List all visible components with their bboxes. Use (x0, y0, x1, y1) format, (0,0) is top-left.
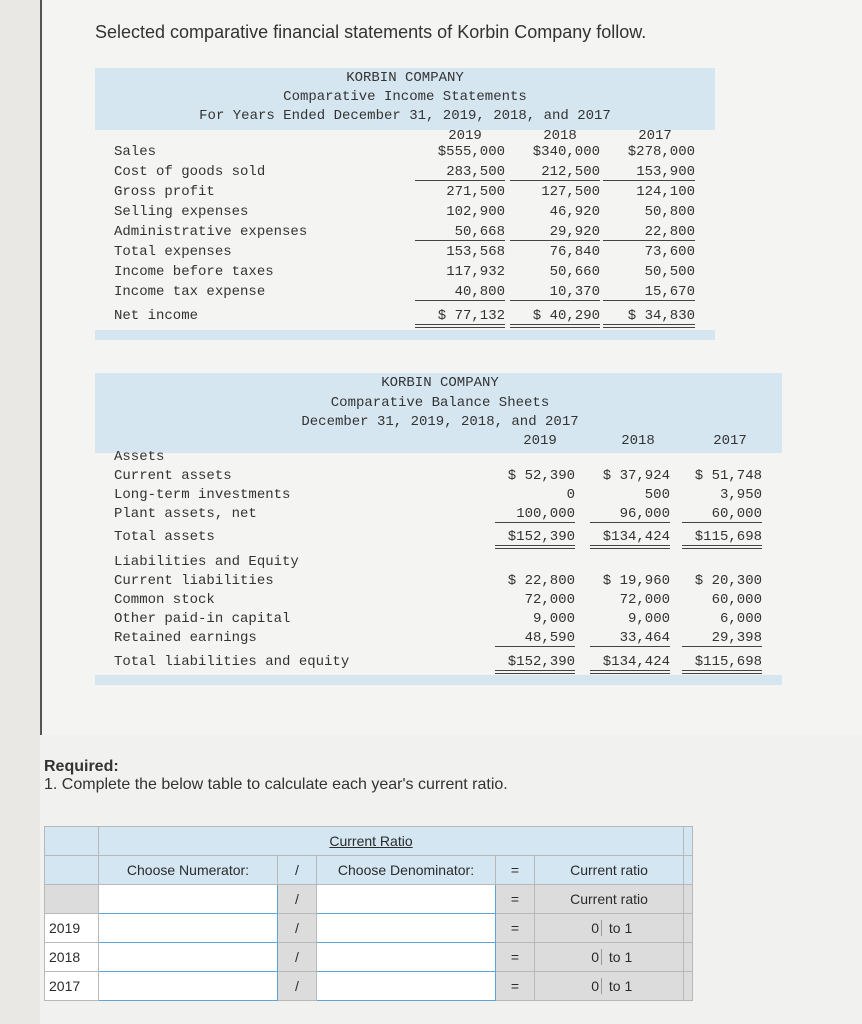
income-row-label: Income tax expense (114, 284, 266, 300)
numerator-input-2019[interactable] (99, 914, 278, 943)
slash: / (278, 972, 317, 1001)
result-header: Current ratio (535, 856, 684, 885)
required-heading: Required: (44, 758, 119, 775)
balance-title-statement: Comparative Balance Sheets (330, 395, 550, 411)
ratio-suffix: to 1 (608, 978, 633, 994)
balance-title-date: December 31, 2019, 2018, and 2017 (301, 414, 579, 430)
equals-header: = (496, 856, 535, 885)
balance-value: $152,390 (495, 654, 575, 674)
balance-value: 72,000 (619, 592, 670, 608)
income-row-label: Net income (114, 308, 199, 324)
balance-value: 0 (566, 487, 575, 503)
denominator-input[interactable] (317, 885, 496, 914)
income-value: 102,900 (446, 204, 505, 220)
balance-value: $ 52,390 (507, 468, 575, 484)
income-value: 15,670 (603, 284, 695, 301)
income-value: $ 40,290 (510, 308, 600, 328)
denominator-input-2017[interactable] (317, 972, 496, 1001)
numerator-input-2017[interactable] (99, 972, 278, 1001)
denominator-input-2019[interactable] (317, 914, 496, 943)
balance-value: 48,590 (495, 630, 575, 647)
balance-value: $ 37,924 (602, 468, 670, 484)
balance-value: 33,464 (590, 630, 670, 647)
slash: / (278, 943, 317, 972)
income-title-company: KORBIN COMPANY (346, 70, 464, 86)
slash-header: / (278, 856, 317, 885)
income-value: 46,920 (549, 204, 600, 220)
balance-year-2018: 2018 (621, 433, 655, 449)
balance-value: 60,000 (682, 506, 762, 523)
income-value: 153,568 (446, 244, 505, 260)
slash: / (278, 914, 317, 943)
balance-row-label: Current assets (114, 468, 232, 484)
income-value: 212,500 (510, 164, 600, 181)
balance-row-label: Retained earnings (114, 630, 257, 646)
ratio-result-2017 (535, 972, 684, 1001)
balance-row-label: Common stock (114, 592, 215, 608)
liabilities-heading: Liabilities and Equity (114, 554, 299, 570)
required-item: 1. Complete the below table to calculate each year's current ratio. (44, 776, 508, 793)
income-row-label: Gross profit (114, 184, 215, 200)
income-row-label: Administrative expenses (114, 224, 308, 240)
numerator-header: Choose Numerator: (99, 856, 278, 885)
numerator-input[interactable] (99, 885, 278, 914)
income-value: 73,600 (644, 244, 695, 260)
income-row-label: Sales (114, 144, 157, 160)
income-value: 10,370 (510, 284, 600, 301)
income-footer-band (95, 330, 715, 340)
income-value: $555,000 (437, 144, 505, 160)
equals: = (496, 972, 535, 1001)
ratio-suffix: to 1 (608, 949, 633, 965)
income-value: $ 34,830 (603, 308, 695, 328)
income-value: $ 77,132 (415, 308, 505, 328)
balance-value: 60,000 (711, 592, 762, 608)
income-row-label: Cost of goods sold (114, 164, 266, 180)
income-value: 117,932 (446, 264, 505, 280)
balance-value: 9,000 (532, 611, 575, 627)
balance-value: 96,000 (590, 506, 670, 523)
current-ratio-table (44, 826, 693, 1001)
income-year-2019: 2019 (448, 128, 482, 144)
income-value: $340,000 (532, 144, 600, 160)
ratio-value: 0 (535, 978, 602, 994)
balance-value: $134,424 (590, 529, 670, 549)
balance-value: 100,000 (495, 506, 575, 523)
ratio-suffix: to 1 (608, 920, 633, 936)
income-row-label: Income before taxes (114, 264, 274, 280)
balance-row-label: Long-term investments (114, 487, 291, 503)
income-value: 50,500 (644, 264, 695, 280)
income-value: 40,800 (415, 284, 505, 301)
balance-value: $134,424 (590, 654, 670, 674)
equals: = (496, 885, 535, 914)
ratio-value: 0 (535, 920, 602, 936)
income-row-label: Selling expenses (114, 204, 249, 220)
balance-row-label: Total liabilities and equity (114, 654, 350, 670)
equals: = (496, 943, 535, 972)
income-title-period: For Years Ended December 31, 2019, 2018, and 2017 (199, 108, 611, 124)
balance-value: $ 22,800 (507, 573, 575, 589)
slash: / (278, 885, 317, 914)
denominator-header: Choose Denominator: (317, 856, 496, 885)
denominator-input-2018[interactable] (317, 943, 496, 972)
income-value: $278,000 (627, 144, 695, 160)
balance-value: $ 19,960 (602, 573, 670, 589)
balance-value: 500 (644, 487, 670, 503)
income-value: 271,500 (446, 184, 505, 200)
ratio-value: 0 (535, 949, 602, 965)
ratio-result-2018 (535, 943, 684, 972)
balance-row-label: Current liabilities (114, 573, 274, 589)
income-year-2017: 2017 (638, 128, 672, 144)
income-title-statement: Comparative Income Statements (283, 89, 527, 105)
required-block (44, 758, 508, 794)
balance-value: 3,950 (719, 487, 762, 503)
balance-value: 29,398 (682, 630, 762, 647)
income-value: 50,668 (415, 224, 505, 241)
income-value: 22,800 (603, 224, 695, 241)
balance-footer-band (95, 675, 782, 685)
income-value: 50,660 (549, 264, 600, 280)
assets-heading: Assets (114, 449, 165, 465)
balance-value: $115,698 (682, 654, 762, 674)
row-year: 2018 (45, 943, 99, 972)
balance-value: 72,000 (524, 592, 575, 608)
income-value: 127,500 (541, 184, 600, 200)
intro-text: Selected comparative financial statements of Korbin Company follow. (95, 22, 647, 42)
balance-year-2017: 2017 (713, 433, 747, 449)
equals: = (496, 914, 535, 943)
current-ratio-title: Current Ratio (329, 833, 413, 849)
balance-value: 6,000 (719, 611, 762, 627)
row-year: 2019 (45, 914, 99, 943)
numerator-input-2018[interactable] (99, 943, 278, 972)
balance-year-2019: 2019 (523, 433, 557, 449)
balance-value: $ 51,748 (694, 468, 762, 484)
balance-title-company: KORBIN COMPANY (381, 375, 499, 391)
income-value: 50,800 (644, 204, 695, 220)
balance-row-label: Plant assets, net (114, 506, 257, 522)
balance-row-label: Other paid-in capital (114, 611, 291, 627)
balance-value: $152,390 (495, 529, 575, 549)
result-subheader: Current ratio (535, 885, 684, 914)
income-value: 153,900 (603, 164, 695, 181)
income-row-label: Total expenses (114, 244, 232, 260)
income-value: 29,920 (510, 224, 600, 241)
row-year: 2017 (45, 972, 99, 1001)
balance-value: 9,000 (627, 611, 670, 627)
income-year-2018: 2018 (543, 128, 577, 144)
balance-value: $ 20,300 (694, 573, 762, 589)
income-value: 283,500 (415, 164, 505, 181)
ratio-result-2019 (535, 914, 684, 943)
balance-row-label: Total assets (114, 529, 215, 545)
income-value: 124,100 (636, 184, 695, 200)
balance-value: $115,698 (682, 529, 762, 549)
income-value: 76,840 (549, 244, 600, 260)
